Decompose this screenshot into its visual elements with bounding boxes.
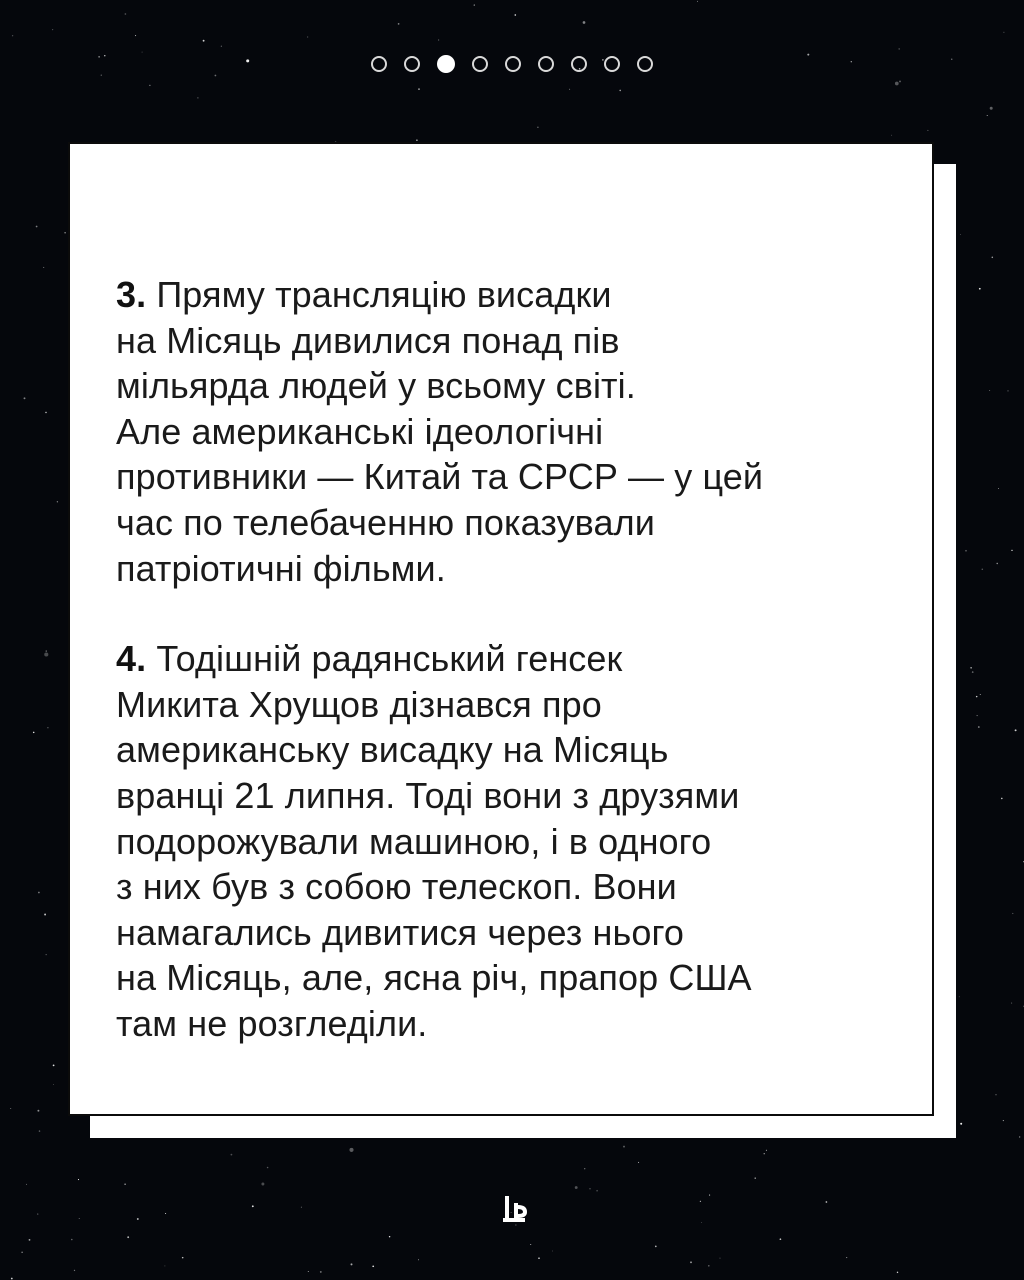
star: [976, 696, 977, 697]
star: [389, 1236, 390, 1237]
star: [474, 4, 475, 5]
star: [215, 75, 217, 77]
star: [57, 501, 58, 502]
star: [979, 288, 981, 290]
star: [1003, 32, 1004, 33]
star: [998, 488, 999, 489]
star: [79, 1218, 80, 1219]
star: [575, 1186, 578, 1189]
star: [589, 1188, 590, 1189]
star: [418, 88, 420, 90]
star: [897, 1272, 898, 1273]
star: [37, 1110, 39, 1112]
carousel-pagination: [0, 56, 1024, 73]
star: [203, 40, 205, 42]
star: [1011, 1003, 1012, 1004]
star: [398, 23, 400, 25]
brand-logo-icon: [500, 1194, 530, 1226]
star: [719, 1258, 720, 1259]
star: [965, 550, 967, 552]
star: [978, 726, 980, 728]
star: [135, 35, 136, 36]
pagination-dot[interactable]: [404, 56, 420, 72]
star: [308, 1271, 309, 1272]
star: [307, 36, 308, 37]
star: [996, 1094, 997, 1095]
star: [959, 996, 960, 997]
star: [74, 1270, 75, 1271]
star: [44, 914, 46, 916]
star: [780, 1238, 782, 1240]
star: [1007, 390, 1008, 391]
star: [552, 1251, 553, 1252]
star: [53, 1065, 55, 1067]
star: [12, 35, 13, 36]
star: [46, 651, 47, 652]
star: [990, 107, 993, 110]
fact-number: 4.: [116, 638, 147, 680]
star: [125, 13, 127, 15]
star: [47, 727, 48, 728]
star: [1015, 729, 1017, 731]
pagination-dot[interactable]: [604, 56, 620, 72]
star: [846, 1257, 847, 1258]
star: [596, 1190, 598, 1192]
star: [137, 1218, 139, 1220]
star: [569, 89, 570, 90]
star: [701, 1222, 702, 1223]
star: [927, 130, 928, 131]
star: [46, 954, 47, 955]
card-text: [116, 272, 906, 1047]
star: [638, 1162, 639, 1163]
star: [895, 82, 899, 86]
star: [10, 1108, 11, 1109]
star: [252, 1205, 254, 1207]
star: [709, 1195, 710, 1196]
star: [898, 48, 900, 50]
star: [891, 135, 892, 136]
star: [44, 652, 48, 656]
star: [149, 85, 150, 86]
star: [197, 97, 198, 98]
star: [349, 1148, 353, 1152]
star: [231, 1154, 233, 1156]
pagination-dot-active[interactable]: [437, 55, 455, 73]
fact-text: Тодішній радянський генсек Микита Хрущов дізнався про американську висадку на Місяць вранці 21 липня. Тоді вони з друзями подорожували машиною, і в одного з них був з собою телескоп. Вони намагались дивитися через нього на Місяць, але, ясна річ, прапор США там не розгледіли.: [116, 638, 752, 1044]
star: [537, 127, 539, 129]
star: [261, 1183, 264, 1186]
star: [301, 1207, 302, 1208]
star: [24, 397, 26, 399]
star: [64, 232, 65, 233]
fact-number: 3.: [116, 274, 147, 315]
star: [26, 1184, 27, 1185]
star: [43, 267, 44, 268]
star: [37, 1213, 38, 1214]
star: [1011, 550, 1012, 551]
star: [764, 1153, 765, 1154]
star: [127, 1236, 129, 1238]
star: [755, 1177, 756, 1178]
star: [33, 732, 35, 734]
star: [766, 1150, 767, 1151]
star: [708, 1265, 710, 1267]
star: [980, 694, 981, 695]
star: [71, 1239, 73, 1241]
star: [982, 569, 984, 571]
star: [320, 1271, 322, 1273]
star: [78, 1179, 79, 1180]
star: [221, 46, 222, 47]
star: [697, 1, 698, 2]
star: [1001, 798, 1003, 800]
star: [1012, 913, 1013, 914]
star: [655, 1246, 657, 1248]
star: [29, 1239, 31, 1241]
star: [700, 1201, 701, 1202]
star: [39, 1130, 40, 1131]
star: [52, 29, 53, 30]
star: [972, 671, 974, 673]
star: [351, 1263, 353, 1265]
star: [960, 234, 961, 235]
star: [101, 75, 102, 76]
star: [1003, 1120, 1004, 1121]
star: [165, 1213, 166, 1214]
star: [690, 1261, 692, 1263]
fact-text: Пряму трансляцію висадки на Місяць дивилися понад пів мільярда людей у всьому світі. Але американські ідеологічні противники — Китай та СРСР — у цей час по телебаченню показували патріотичні фільми.: [116, 274, 764, 589]
star: [53, 1084, 54, 1085]
star: [619, 90, 621, 92]
pagination-dot[interactable]: [505, 56, 521, 72]
pagination-dot[interactable]: [637, 56, 653, 72]
star: [977, 715, 978, 716]
star: [21, 1252, 22, 1253]
pagination-dot[interactable]: [538, 56, 554, 72]
text-card: [68, 142, 934, 1116]
star: [987, 115, 988, 116]
fact-paragraph-4: [116, 636, 906, 1046]
star: [418, 1259, 419, 1260]
star: [142, 52, 143, 53]
star: [996, 563, 997, 564]
star: [438, 39, 439, 40]
pagination-dot[interactable]: [371, 56, 387, 72]
star: [530, 1244, 531, 1245]
star: [623, 1146, 625, 1148]
star: [960, 1123, 962, 1125]
pagination-dot[interactable]: [472, 56, 488, 72]
star: [416, 139, 418, 141]
star: [992, 257, 994, 259]
star: [36, 226, 38, 228]
star: [989, 390, 990, 391]
star: [826, 1201, 828, 1203]
star: [970, 667, 972, 669]
star: [38, 892, 40, 894]
fact-paragraph-3: [116, 272, 906, 591]
star: [164, 1265, 165, 1266]
star: [583, 21, 586, 24]
star: [372, 1265, 374, 1267]
star: [899, 80, 901, 82]
star: [584, 1168, 585, 1169]
star: [538, 1257, 540, 1259]
star: [514, 14, 516, 16]
star: [1019, 1136, 1020, 1137]
star: [124, 1184, 125, 1185]
star: [11, 1278, 13, 1280]
pagination-dot[interactable]: [571, 56, 587, 72]
star: [45, 412, 46, 413]
star: [182, 1257, 184, 1259]
star: [267, 1167, 269, 1169]
